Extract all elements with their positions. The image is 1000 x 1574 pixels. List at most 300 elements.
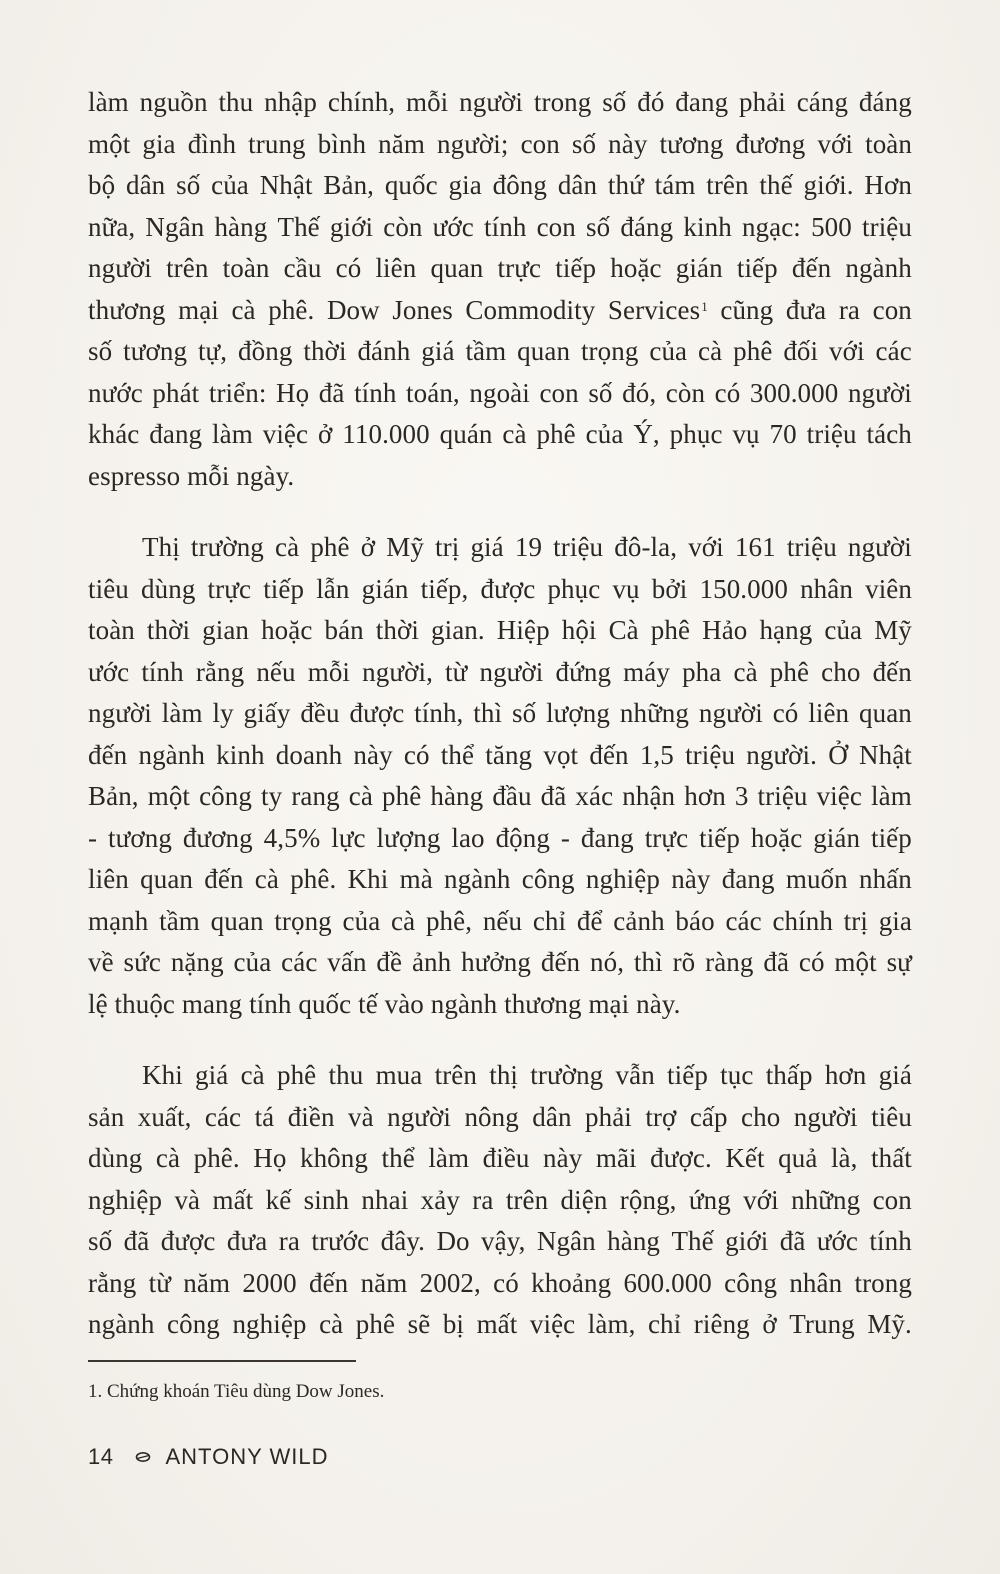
word: Kết bbox=[725, 1143, 765, 1173]
word: phê bbox=[650, 615, 691, 645]
word: Ngân bbox=[536, 1226, 596, 1256]
word: ở bbox=[318, 419, 333, 449]
word: doanh bbox=[275, 739, 343, 770]
word: còn bbox=[383, 211, 423, 242]
word: cà bbox=[698, 336, 723, 366]
word: tiếp bbox=[667, 1060, 708, 1090]
word: lượng bbox=[376, 822, 441, 853]
word: số bbox=[588, 377, 613, 408]
word: rằng bbox=[195, 656, 245, 687]
word: số bbox=[88, 336, 113, 366]
word: đình bbox=[187, 128, 237, 159]
word: vụ bbox=[732, 419, 760, 449]
word: với bbox=[817, 128, 854, 159]
word: triệu bbox=[786, 532, 837, 562]
word: sinh bbox=[303, 1184, 350, 1215]
word: nhân bbox=[800, 573, 853, 604]
word: pha bbox=[682, 656, 722, 687]
word: 3 bbox=[734, 781, 749, 811]
word: này bbox=[543, 1143, 583, 1173]
word: cấp bbox=[689, 1101, 728, 1132]
word: quốc bbox=[384, 170, 438, 200]
word: gia bbox=[448, 170, 482, 200]
word: cũng bbox=[720, 294, 774, 325]
word: được bbox=[349, 698, 405, 728]
word: tầm bbox=[465, 336, 507, 366]
word: số bbox=[176, 170, 201, 200]
word: trên bbox=[505, 1184, 549, 1215]
word: và bbox=[348, 1101, 374, 1132]
word: triển: bbox=[208, 377, 267, 408]
word: giới bbox=[329, 211, 374, 242]
word: phát bbox=[152, 377, 200, 408]
word: quan bbox=[430, 253, 484, 283]
word: tiếp bbox=[263, 573, 305, 604]
word: một bbox=[834, 947, 877, 977]
word: bởi bbox=[651, 573, 688, 604]
word: của bbox=[342, 905, 381, 936]
word: giấy bbox=[243, 698, 291, 728]
word: ở bbox=[360, 532, 376, 562]
word: hoặc bbox=[610, 253, 662, 283]
text-line bbox=[88, 1055, 912, 1097]
text-line bbox=[88, 735, 912, 777]
word: có bbox=[403, 739, 430, 770]
text-line bbox=[88, 1180, 912, 1222]
paragraph-1 bbox=[88, 82, 912, 497]
word: hưởng bbox=[461, 947, 532, 977]
text-line bbox=[88, 776, 912, 818]
word: nhân bbox=[789, 1267, 843, 1298]
word: khác bbox=[88, 419, 140, 449]
word: riêng bbox=[693, 1309, 750, 1339]
word: quả bbox=[778, 1143, 818, 1173]
word: nó, bbox=[590, 947, 625, 977]
word: số bbox=[602, 87, 627, 117]
leaf-ornament-icon bbox=[135, 1451, 151, 1463]
word: trường bbox=[530, 1060, 604, 1090]
word: trọng bbox=[274, 905, 332, 936]
word: thu bbox=[328, 1060, 364, 1090]
word: lực bbox=[331, 822, 366, 853]
word: giá bbox=[878, 1060, 912, 1090]
word: Ý, bbox=[633, 419, 660, 449]
word: có bbox=[772, 698, 799, 728]
word: 70 bbox=[769, 419, 797, 449]
word: con bbox=[520, 128, 560, 159]
word: quan bbox=[859, 698, 912, 728]
word: việc bbox=[816, 781, 862, 811]
word: thất bbox=[871, 1143, 912, 1173]
word: ra bbox=[278, 1226, 300, 1256]
word: tiêu bbox=[88, 573, 129, 604]
word: trong bbox=[533, 87, 592, 117]
word: đều bbox=[300, 698, 340, 728]
word: đưa bbox=[226, 1226, 268, 1256]
word: Mỹ. bbox=[867, 1309, 912, 1339]
word: Ngân bbox=[145, 211, 205, 242]
word: làm bbox=[161, 698, 203, 728]
word: từ bbox=[445, 656, 468, 687]
word: Họ bbox=[253, 1143, 287, 1173]
word: bị bbox=[442, 1309, 465, 1339]
word: thấp bbox=[765, 1060, 813, 1090]
text-line bbox=[88, 1304, 912, 1346]
word: ra bbox=[472, 1184, 494, 1215]
word: đô-la, bbox=[614, 532, 678, 562]
word: viên bbox=[865, 573, 912, 604]
word: là, bbox=[830, 1143, 858, 1173]
word: nhấn bbox=[859, 864, 912, 894]
word: máy bbox=[623, 656, 670, 687]
word: đã bbox=[540, 781, 567, 811]
word: của bbox=[585, 419, 624, 449]
word: tương bbox=[108, 822, 172, 853]
word: để bbox=[576, 905, 603, 936]
word: thì bbox=[473, 698, 503, 728]
word: chính, bbox=[327, 87, 396, 117]
word: quan bbox=[517, 336, 571, 366]
word: dùng bbox=[88, 1143, 143, 1173]
word: đứng bbox=[555, 656, 612, 687]
word: lẫn bbox=[316, 573, 350, 604]
word: đáng bbox=[858, 87, 912, 117]
footnote-text: 1. Chứng khoán Tiêu dùng Dow Jones. bbox=[88, 1381, 385, 1402]
word: điền bbox=[287, 1101, 335, 1132]
paragraph-2 bbox=[88, 527, 912, 1025]
word: của bbox=[233, 947, 272, 977]
word: cà bbox=[733, 656, 758, 687]
word: được. bbox=[650, 1143, 712, 1173]
word: cảnh bbox=[613, 905, 665, 936]
word: chỉ bbox=[532, 905, 567, 936]
word: người bbox=[698, 698, 763, 728]
word: sản bbox=[88, 1101, 125, 1132]
word: số bbox=[586, 211, 611, 242]
word: Jones bbox=[392, 294, 453, 325]
word: phê bbox=[276, 1060, 317, 1090]
word: hơn bbox=[684, 781, 726, 811]
word: nhập bbox=[264, 87, 317, 117]
word: 4,5% bbox=[263, 822, 321, 853]
word: được bbox=[160, 1226, 216, 1256]
word: làm bbox=[871, 781, 912, 811]
word: với bbox=[743, 1184, 779, 1215]
word: có bbox=[493, 1267, 519, 1298]
text-line bbox=[88, 942, 912, 984]
word: Trung bbox=[789, 1309, 855, 1339]
word: 161 bbox=[734, 532, 776, 562]
word: triệu bbox=[757, 781, 808, 811]
word: điều bbox=[482, 1143, 530, 1173]
word: tính bbox=[141, 656, 184, 687]
text-line bbox=[88, 331, 912, 373]
word: đã bbox=[779, 1226, 806, 1256]
word: báo bbox=[675, 905, 715, 936]
word: với bbox=[688, 532, 724, 562]
word: phục bbox=[547, 573, 601, 604]
word: phê bbox=[355, 1309, 396, 1339]
text-line bbox=[88, 569, 912, 611]
text-line bbox=[88, 82, 912, 124]
word: phục bbox=[669, 419, 723, 449]
word: Cà bbox=[608, 615, 639, 645]
word: ra bbox=[838, 294, 861, 325]
word: trị bbox=[435, 532, 460, 562]
word: 2000 bbox=[242, 1267, 297, 1298]
word: đồng bbox=[238, 336, 293, 366]
word: làm bbox=[88, 87, 129, 117]
word: Thế bbox=[671, 1226, 714, 1256]
text-line bbox=[88, 693, 912, 735]
word: Do bbox=[436, 1226, 470, 1256]
word: quán bbox=[439, 419, 493, 449]
word: cà bbox=[155, 1143, 181, 1173]
word: gián bbox=[675, 253, 723, 283]
word: - bbox=[560, 822, 570, 853]
word: cà bbox=[254, 864, 279, 894]
word: công bbox=[199, 781, 252, 811]
word: trung bbox=[248, 128, 306, 159]
word: đương bbox=[182, 822, 253, 853]
word: phê, bbox=[425, 905, 473, 936]
word: gia bbox=[878, 905, 912, 936]
word: 300.000 bbox=[749, 377, 839, 408]
word: chính bbox=[772, 905, 833, 936]
word: nguồn bbox=[139, 87, 208, 117]
word: có bbox=[798, 947, 825, 977]
word: nếu bbox=[482, 905, 523, 936]
word: đánh bbox=[357, 336, 411, 366]
word: việc bbox=[262, 419, 309, 449]
word: quan bbox=[210, 905, 264, 936]
word: đến bbox=[872, 656, 912, 687]
text-line bbox=[88, 859, 912, 901]
word: giá bbox=[421, 336, 455, 366]
word: số bbox=[88, 1226, 113, 1256]
word: công bbox=[521, 864, 575, 894]
word: phải bbox=[739, 87, 786, 117]
word: không bbox=[299, 1143, 368, 1173]
word: sức bbox=[123, 947, 161, 977]
word: trước bbox=[311, 1226, 370, 1256]
word: cà bbox=[240, 1060, 265, 1090]
word: Hiệp bbox=[496, 615, 550, 645]
word: xuất, bbox=[137, 1101, 192, 1132]
word: nông bbox=[464, 1101, 519, 1132]
word: Mỹ bbox=[386, 532, 424, 562]
word: về bbox=[88, 947, 114, 977]
word: gian. bbox=[431, 615, 485, 645]
word: đến bbox=[791, 253, 832, 283]
body-text bbox=[88, 82, 912, 1346]
word: một bbox=[147, 781, 191, 811]
footnote-marker: 1 bbox=[701, 298, 708, 314]
word: vậy, bbox=[481, 1226, 526, 1256]
word: ước bbox=[88, 656, 130, 687]
word: trợ bbox=[645, 1101, 677, 1132]
word: làm bbox=[428, 1143, 470, 1173]
word: đông bbox=[492, 170, 548, 200]
word: gián bbox=[361, 573, 409, 604]
word: đối bbox=[783, 336, 819, 366]
word: cho bbox=[821, 656, 861, 687]
word: mạnh bbox=[88, 905, 149, 936]
word: nhai bbox=[361, 1184, 409, 1215]
word: công bbox=[167, 1309, 220, 1339]
word: 1,5 bbox=[639, 739, 674, 770]
word: này bbox=[608, 128, 648, 159]
word: dân bbox=[557, 170, 598, 200]
word: năm bbox=[378, 128, 425, 159]
word: đang bbox=[149, 419, 203, 449]
word: thể bbox=[381, 1143, 415, 1173]
word: trực bbox=[207, 573, 252, 604]
word: Họ bbox=[276, 377, 310, 408]
word: từ bbox=[148, 1267, 171, 1298]
word: tiếp bbox=[555, 253, 597, 283]
word: con bbox=[536, 211, 576, 242]
word: đó, bbox=[622, 377, 657, 408]
word: cáng bbox=[796, 87, 849, 117]
word: mại bbox=[178, 294, 219, 325]
word: liên bbox=[808, 698, 850, 728]
word: 150.000 bbox=[699, 573, 788, 604]
word: còn bbox=[665, 377, 706, 408]
word: số bbox=[571, 128, 597, 159]
word: tầm bbox=[159, 905, 200, 936]
text-line bbox=[88, 165, 912, 207]
word: cà bbox=[391, 905, 416, 936]
word: ngành bbox=[444, 864, 511, 894]
word: thời bbox=[303, 336, 347, 366]
word: của bbox=[649, 336, 688, 366]
text-line bbox=[88, 373, 912, 415]
word: 600.000 bbox=[623, 1267, 712, 1298]
word: ly bbox=[212, 698, 234, 728]
word: người, bbox=[362, 656, 433, 687]
word: các bbox=[204, 1101, 242, 1132]
word: kinh bbox=[216, 739, 265, 770]
word: nhận bbox=[622, 781, 676, 811]
word: trực bbox=[497, 253, 542, 283]
word: cầu bbox=[283, 253, 322, 283]
word: tám bbox=[654, 170, 696, 200]
word: có bbox=[335, 253, 362, 283]
word: ở bbox=[762, 1309, 777, 1339]
word: đề bbox=[376, 947, 403, 977]
word: phê. bbox=[290, 864, 337, 894]
word: tách bbox=[866, 419, 912, 449]
word: trọng bbox=[580, 336, 639, 366]
word: ngành bbox=[88, 1309, 155, 1339]
word: năm bbox=[360, 1267, 408, 1298]
word: dùng bbox=[141, 573, 196, 604]
word: thị bbox=[489, 1060, 519, 1090]
word: con bbox=[872, 294, 912, 325]
word: mua bbox=[375, 1060, 423, 1090]
word: kế bbox=[265, 1184, 292, 1215]
text-line bbox=[88, 1221, 912, 1263]
word: vụ bbox=[612, 573, 640, 604]
word: tiếp, bbox=[420, 573, 469, 604]
word: năm bbox=[183, 1267, 231, 1298]
word: triệu bbox=[685, 739, 736, 770]
text-line bbox=[88, 652, 912, 694]
word: gian bbox=[202, 615, 250, 645]
word: trị bbox=[843, 905, 868, 936]
word: và bbox=[174, 1184, 201, 1215]
word: Khi bbox=[142, 1060, 183, 1090]
word: ước bbox=[432, 211, 474, 242]
word: những bbox=[619, 698, 690, 728]
word: đến bbox=[309, 1267, 349, 1298]
word: - bbox=[88, 822, 98, 853]
word: nếu bbox=[256, 656, 296, 687]
word: dân bbox=[126, 170, 166, 200]
word: đầu bbox=[492, 781, 532, 811]
word: lao bbox=[451, 822, 485, 853]
word: xảy bbox=[420, 1184, 460, 1215]
word: phải bbox=[585, 1101, 632, 1132]
word: phê. bbox=[268, 294, 315, 325]
word: giới. bbox=[803, 170, 854, 200]
word: thế bbox=[759, 170, 793, 200]
word: cà bbox=[502, 419, 527, 449]
word: kinh bbox=[683, 211, 732, 242]
word: hoặc bbox=[750, 822, 803, 853]
word: tương bbox=[123, 336, 188, 366]
word: rang bbox=[291, 781, 340, 811]
word: ứng bbox=[688, 1184, 731, 1215]
word: gián bbox=[813, 822, 861, 853]
word: nghiệp bbox=[88, 1184, 163, 1215]
text-line bbox=[88, 527, 912, 569]
text-line bbox=[88, 248, 912, 290]
word: mãi bbox=[595, 1143, 637, 1173]
word: người bbox=[88, 698, 152, 728]
word: liên bbox=[88, 864, 129, 894]
word: tương bbox=[659, 128, 724, 159]
text-line bbox=[88, 124, 912, 166]
word: mà bbox=[399, 864, 433, 894]
text-line bbox=[88, 901, 912, 943]
word: đang bbox=[580, 822, 634, 853]
word: tiêu bbox=[871, 1101, 912, 1132]
word: gia bbox=[142, 128, 176, 159]
text-line bbox=[88, 1263, 912, 1305]
word: ty bbox=[261, 781, 283, 811]
word: con bbox=[872, 1184, 912, 1215]
word: mỗi bbox=[307, 656, 351, 687]
word: nặng bbox=[170, 947, 224, 977]
word: trong bbox=[854, 1267, 912, 1298]
word: phê bbox=[382, 781, 422, 811]
word: tá bbox=[254, 1101, 275, 1132]
word: rõ bbox=[672, 947, 696, 977]
word: Khi bbox=[347, 864, 389, 894]
text-line-with-footnote bbox=[88, 290, 912, 332]
word: cà bbox=[319, 1309, 344, 1339]
word: trên bbox=[434, 1060, 477, 1090]
word: tự, bbox=[197, 336, 228, 366]
word: hàng bbox=[430, 781, 484, 811]
word: trường bbox=[190, 532, 264, 562]
word: hơn bbox=[824, 1060, 867, 1090]
footnote-divider bbox=[88, 1360, 356, 1362]
word: cho bbox=[741, 1101, 781, 1132]
word: mất bbox=[212, 1184, 254, 1215]
